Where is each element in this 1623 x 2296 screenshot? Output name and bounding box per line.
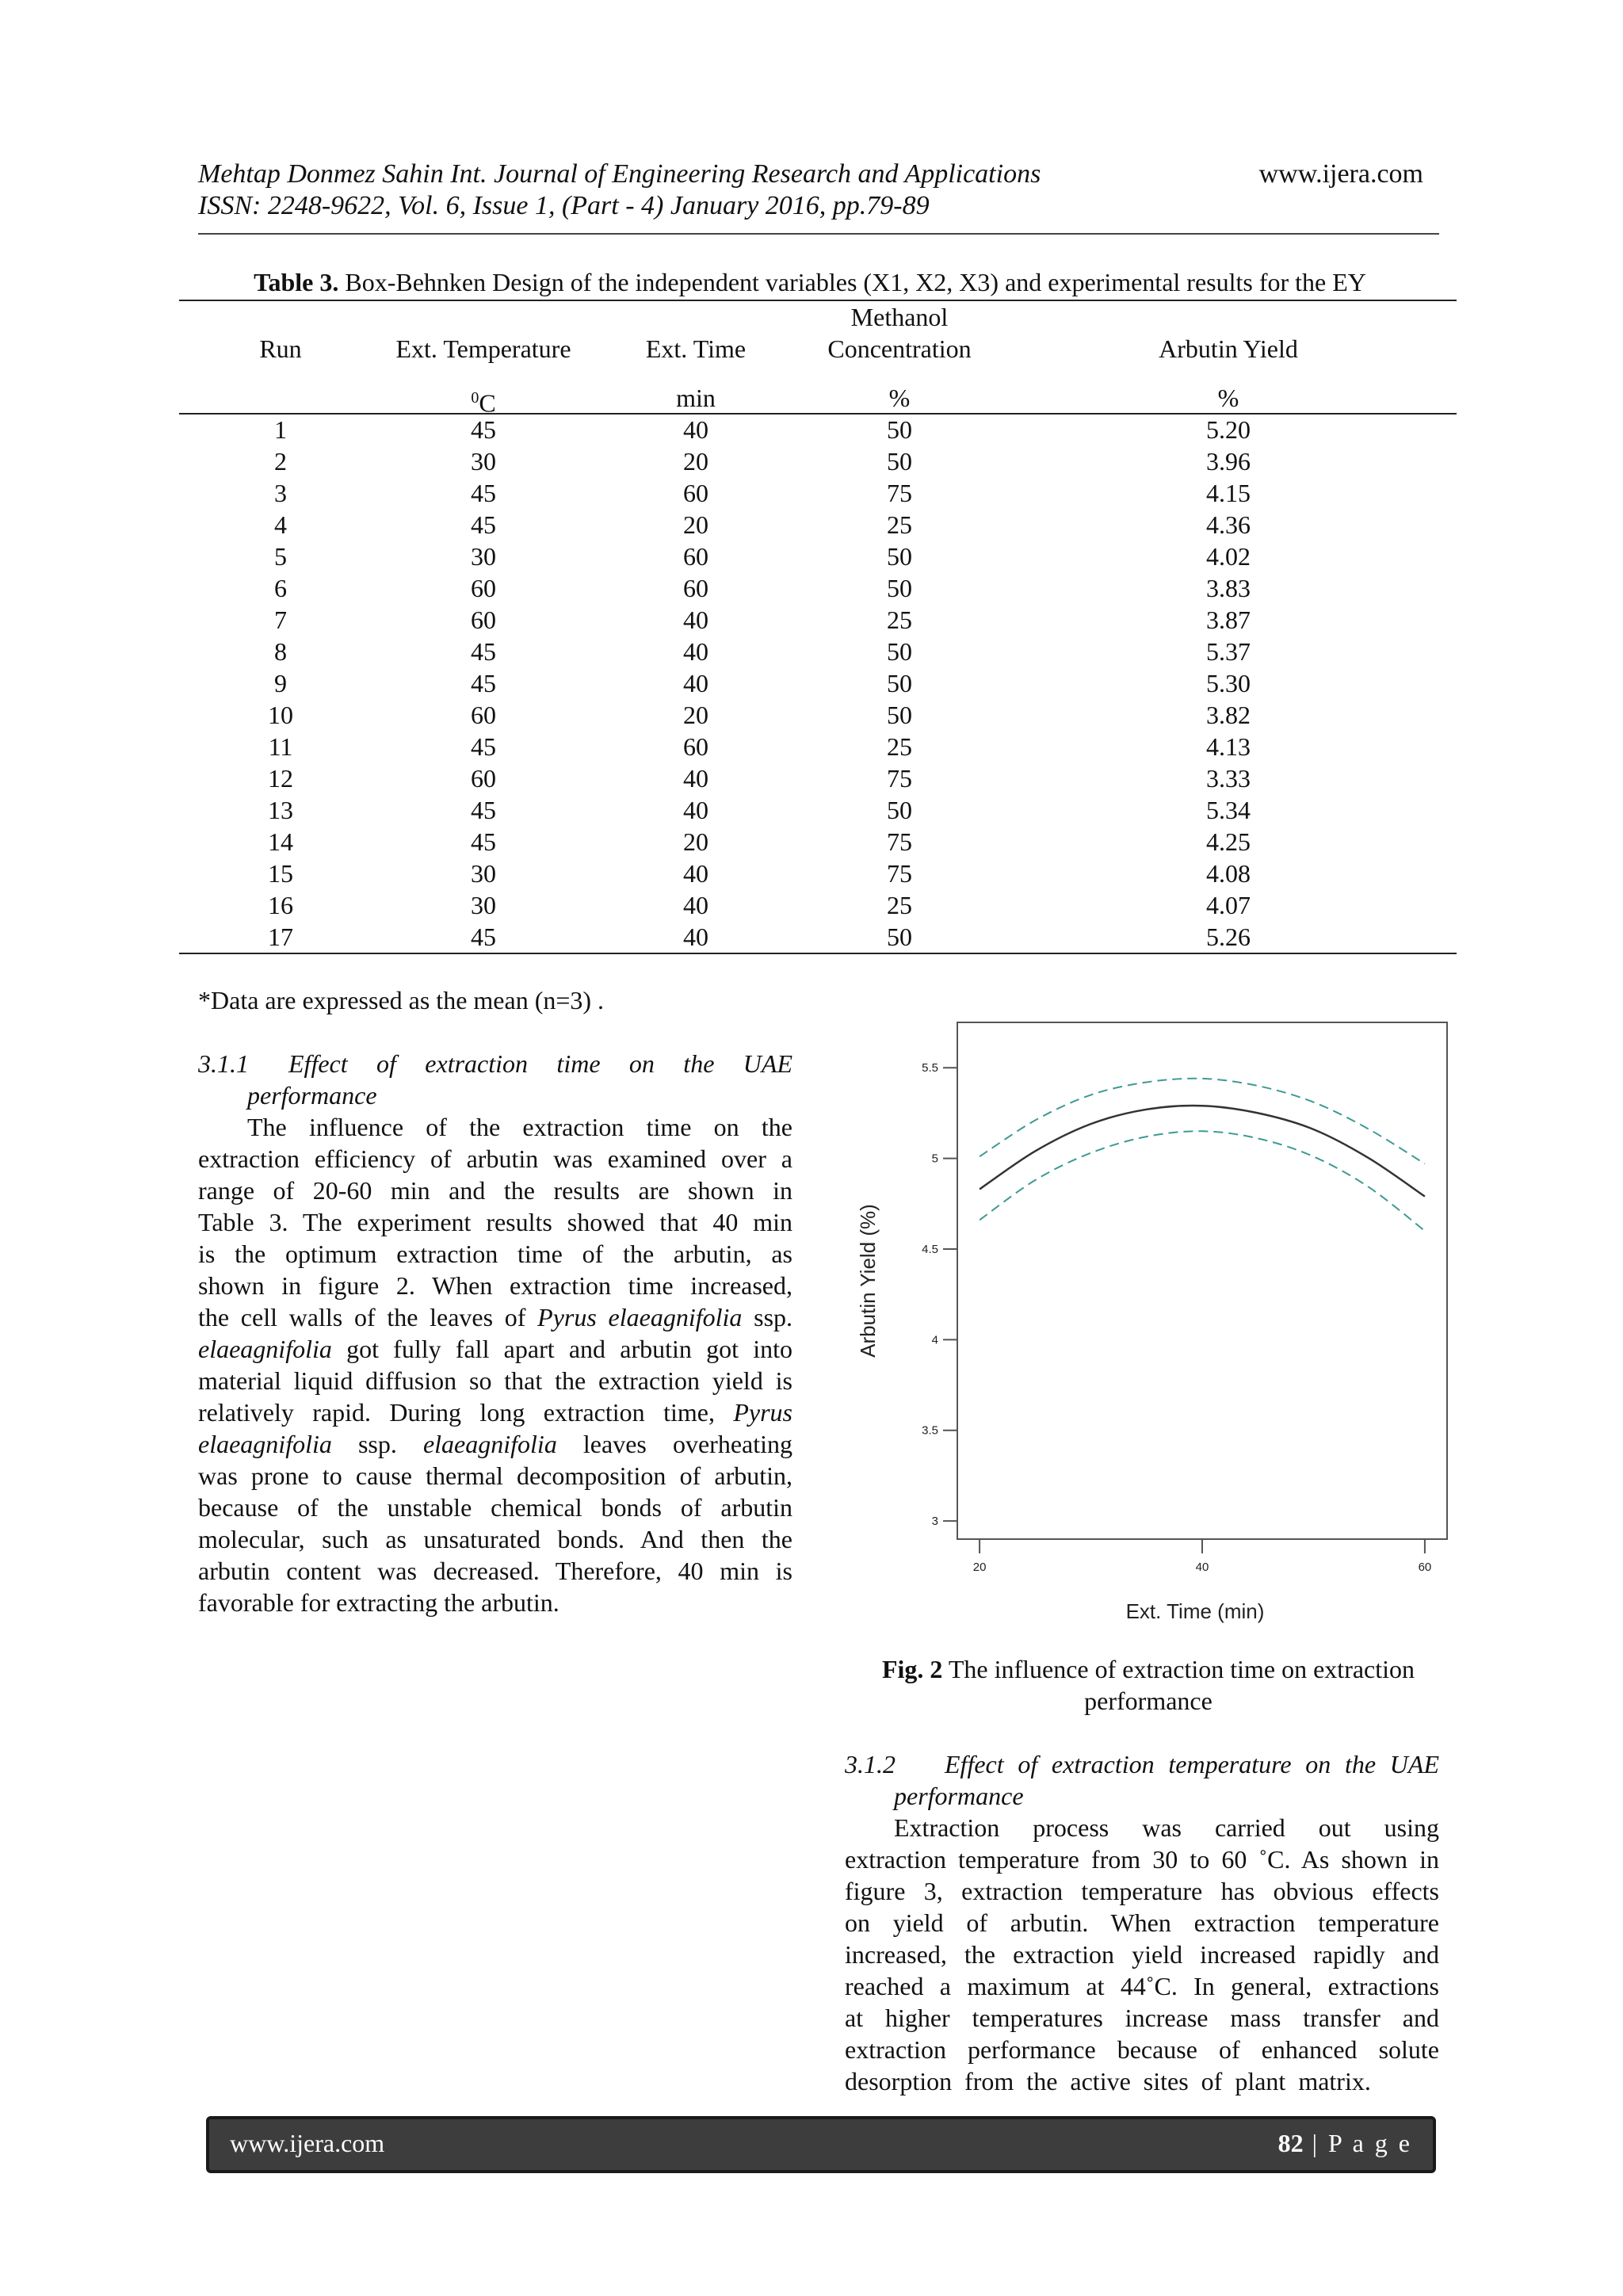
cell-run: 2 bbox=[274, 447, 287, 476]
cell-time: 40 bbox=[683, 923, 708, 951]
cell-run: 6 bbox=[274, 574, 287, 602]
cell-yield: 4.08 bbox=[1206, 859, 1251, 888]
x-tick-label: 60 bbox=[1418, 1561, 1432, 1574]
text-run: was prone to cause thermal decomposition of arbutin, bbox=[198, 1461, 792, 1490]
cell-run: 5 bbox=[274, 542, 287, 571]
unit-yield: % bbox=[1217, 384, 1239, 412]
cell-concentration: 50 bbox=[887, 637, 912, 666]
cell-run: 12 bbox=[268, 764, 293, 793]
page-number: 82 bbox=[1277, 2129, 1304, 2157]
series-line-lower bbox=[980, 1131, 1425, 1231]
species-name: elaeagnifolia bbox=[198, 1430, 332, 1458]
col-header-time: Ext. Time bbox=[645, 334, 747, 363]
text-run: ssp. bbox=[742, 1303, 793, 1331]
paragraph-line bbox=[198, 1587, 792, 1618]
cell-time: 40 bbox=[683, 859, 708, 888]
paragraph-line bbox=[198, 1365, 792, 1396]
paragraph-line bbox=[198, 1333, 792, 1365]
cell-concentration: 75 bbox=[887, 764, 912, 793]
section-311-number: 3.1.1 bbox=[198, 1049, 249, 1078]
cell-run: 10 bbox=[268, 701, 293, 729]
paragraph-line bbox=[198, 1492, 792, 1523]
text-run: relatively rapid. During long extraction time, bbox=[198, 1398, 734, 1427]
text-run: range of 20-60 min and the results are shown in bbox=[198, 1176, 792, 1205]
paragraph-line: on yield of arbutin. When extraction temperature bbox=[845, 1908, 1439, 1937]
series-lines bbox=[980, 1079, 1425, 1231]
cell-concentration: 75 bbox=[887, 827, 912, 856]
cell-yield: 3.83 bbox=[1206, 574, 1251, 602]
cell-yield: 5.30 bbox=[1206, 669, 1251, 697]
paragraph-line bbox=[198, 1460, 792, 1492]
cell-run: 11 bbox=[268, 732, 293, 761]
cell-yield: 4.36 bbox=[1206, 510, 1251, 539]
cell-concentration: 25 bbox=[887, 732, 912, 761]
paragraph-line: desorption from the active sites of plant matrix. bbox=[845, 2067, 1371, 2095]
text-run: favorable for extracting the arbutin. bbox=[198, 1588, 559, 1617]
cell-time: 40 bbox=[683, 637, 708, 666]
section-312-body bbox=[845, 1812, 1439, 2097]
cell-yield: 4.02 bbox=[1206, 542, 1251, 571]
text-run: leaves overheating bbox=[556, 1430, 792, 1458]
text-run: because of the unstable chemical bonds of arbutin bbox=[198, 1493, 792, 1522]
species-name: Pyrus bbox=[733, 1398, 792, 1427]
cell-yield: 4.07 bbox=[1206, 891, 1251, 919]
cell-run: 8 bbox=[274, 637, 287, 666]
figure-caption-label: Fig. 2 bbox=[881, 1655, 943, 1683]
section-311-title-cont: performance bbox=[247, 1081, 377, 1110]
unit-time: min bbox=[676, 384, 716, 412]
footer-page-number bbox=[1278, 2129, 1412, 2158]
journal-issn-line: ISSN: 2248-9622, Vol. 6, Issue 1, (Part - 4) January 2016, pp.79-89 bbox=[198, 191, 930, 220]
text-run: is the optimum extraction time of the arbutin, as bbox=[198, 1240, 792, 1268]
unit-celsius: C bbox=[479, 388, 496, 418]
cell-time: 60 bbox=[683, 574, 708, 602]
section-312-number: 3.1.2 bbox=[845, 1750, 896, 1778]
cell-concentration: 50 bbox=[887, 669, 912, 697]
cell-run: 9 bbox=[274, 669, 287, 697]
col-header-yield: Arbutin Yield bbox=[1159, 334, 1298, 363]
paragraph-line: at higher temperatures increase mass transfer and bbox=[845, 2004, 1439, 2032]
cell-time: 20 bbox=[683, 827, 708, 856]
figure-2-caption bbox=[845, 1653, 1452, 1717]
unit-degree-sup: 0 bbox=[471, 389, 479, 407]
species-name: elaeagnifolia bbox=[422, 1430, 557, 1458]
col-header-methanol: Methanol bbox=[850, 303, 949, 331]
table-caption-label: Table 3. bbox=[254, 268, 339, 296]
cell-run: 4 bbox=[274, 510, 287, 539]
cell-concentration: 50 bbox=[887, 796, 912, 824]
y-axis-label: Arbutin Yield (%) bbox=[856, 1204, 880, 1358]
x-axis bbox=[973, 1539, 1432, 1574]
paragraph-line bbox=[198, 1428, 792, 1460]
cell-time: 40 bbox=[683, 891, 708, 919]
paragraph-line bbox=[198, 1555, 792, 1587]
page-footer bbox=[206, 2116, 1436, 2173]
cell-concentration: 25 bbox=[887, 606, 912, 634]
paragraph-line: figure 3, extraction temperature has obvious effects bbox=[845, 1877, 1439, 1905]
paragraph-line bbox=[198, 1270, 792, 1301]
cell-concentration: 75 bbox=[887, 859, 912, 888]
cell-run: 14 bbox=[268, 827, 293, 856]
figure-caption-text: The influence of extraction time on extraction performance bbox=[942, 1655, 1415, 1715]
cell-concentration: 25 bbox=[887, 891, 912, 919]
cell-yield: 3.82 bbox=[1206, 701, 1251, 729]
cell-yield: 4.13 bbox=[1206, 732, 1251, 761]
cell-temperature: 45 bbox=[471, 827, 496, 856]
cell-time: 40 bbox=[683, 415, 708, 444]
footer-website[interactable]: www.ijera.com bbox=[230, 2129, 385, 2157]
text-run: molecular, such as unsaturated bonds. And then the bbox=[198, 1525, 792, 1553]
cell-run: 16 bbox=[268, 891, 293, 919]
cell-temperature: 60 bbox=[471, 574, 496, 602]
cell-concentration: 50 bbox=[887, 574, 912, 602]
cell-concentration: 50 bbox=[887, 447, 912, 476]
cell-run: 3 bbox=[274, 479, 287, 507]
cell-concentration: 50 bbox=[887, 542, 912, 571]
text-run: shown in figure 2. When extraction time increased, bbox=[198, 1271, 792, 1300]
y-tick-label: 4 bbox=[931, 1333, 938, 1347]
cell-time: 60 bbox=[683, 732, 708, 761]
y-tick-label: 5.5 bbox=[922, 1061, 938, 1075]
table-caption-text: Box-Behnken Design of the independent variables (X1, X2, X3) and experimental results for the EY bbox=[338, 268, 1366, 296]
x-tick-label: 20 bbox=[972, 1561, 987, 1574]
cell-yield: 5.20 bbox=[1206, 415, 1251, 444]
cell-temperature: 60 bbox=[471, 606, 496, 634]
paragraph-line bbox=[198, 1523, 792, 1555]
text-run: arbutin content was decreased. Therefore, 40 min is bbox=[198, 1557, 792, 1585]
cell-temperature: 45 bbox=[471, 479, 496, 507]
paragraph-line: extraction performance because of enhanced solute bbox=[845, 2035, 1439, 2064]
cell-temperature: 45 bbox=[471, 796, 496, 824]
text-run: ssp. bbox=[331, 1430, 423, 1458]
y-tick-label: 5 bbox=[931, 1152, 938, 1166]
cell-time: 20 bbox=[683, 447, 708, 476]
paragraph-line bbox=[198, 1301, 792, 1333]
cell-temperature: 30 bbox=[471, 859, 496, 888]
series-line-fit bbox=[980, 1106, 1425, 1197]
cell-yield: 5.37 bbox=[1206, 637, 1251, 666]
cell-temperature: 45 bbox=[471, 637, 496, 666]
cell-time: 60 bbox=[683, 542, 708, 571]
cell-temperature: 30 bbox=[471, 542, 496, 571]
x-axis-label: Ext. Time (min) bbox=[1125, 1599, 1265, 1623]
paragraph-line bbox=[198, 1143, 792, 1175]
cell-temperature: 45 bbox=[471, 669, 496, 697]
cell-run: 17 bbox=[268, 923, 293, 951]
section-311-body bbox=[198, 1111, 792, 1618]
y-tick-label: 3.5 bbox=[922, 1423, 938, 1438]
cell-yield: 4.15 bbox=[1206, 479, 1251, 507]
cell-concentration: 50 bbox=[887, 923, 912, 951]
y-tick-label: 3 bbox=[931, 1515, 938, 1529]
section-312-title-cont: performance bbox=[894, 1782, 1024, 1810]
cell-temperature: 45 bbox=[471, 923, 496, 951]
paragraph-line bbox=[198, 1238, 792, 1270]
cell-yield: 3.33 bbox=[1206, 764, 1251, 793]
cell-run: 15 bbox=[268, 859, 293, 888]
text-run: extraction efficiency of arbutin was examined over a bbox=[198, 1144, 792, 1173]
cell-run: 7 bbox=[274, 606, 287, 634]
cell-concentration: 50 bbox=[887, 415, 912, 444]
text-run: The influence of the extraction time on the bbox=[247, 1113, 792, 1141]
cell-run: 1 bbox=[274, 415, 287, 444]
x-tick-label: 40 bbox=[1195, 1561, 1209, 1574]
text-run: Table 3. The experiment results showed that 40 min bbox=[198, 1208, 792, 1236]
page-label: | P a g e bbox=[1303, 2129, 1412, 2157]
paragraph-line: increased, the extraction yield increased rapidly and bbox=[845, 1940, 1439, 1969]
cell-time: 40 bbox=[683, 606, 708, 634]
cell-concentration: 75 bbox=[887, 479, 912, 507]
cell-temperature: 30 bbox=[471, 891, 496, 919]
cell-yield: 3.87 bbox=[1206, 606, 1251, 634]
species-name: elaeagnifolia bbox=[198, 1335, 332, 1363]
cell-time: 60 bbox=[683, 479, 708, 507]
cell-run: 13 bbox=[268, 796, 293, 824]
cell-yield: 5.34 bbox=[1206, 796, 1251, 824]
cell-temperature: 60 bbox=[471, 701, 496, 729]
cell-time: 20 bbox=[683, 701, 708, 729]
cell-yield: 5.26 bbox=[1206, 923, 1251, 951]
cell-yield: 3.96 bbox=[1206, 447, 1251, 476]
paragraph-line bbox=[198, 1175, 792, 1206]
cell-time: 40 bbox=[683, 669, 708, 697]
cell-concentration: 25 bbox=[887, 510, 912, 539]
cell-temperature: 45 bbox=[471, 732, 496, 761]
col-header-concentration: Concentration bbox=[827, 334, 972, 363]
cell-concentration: 50 bbox=[887, 701, 912, 729]
col-header-temperature: Ext. Temperature bbox=[395, 334, 571, 363]
section-312-title: Effect of extraction temperature on the UAE bbox=[945, 1750, 1439, 1778]
cell-temperature: 60 bbox=[471, 764, 496, 793]
col-header-run: Run bbox=[259, 334, 302, 363]
paragraph-line: reached a maximum at 44˚C. In general, extractions bbox=[845, 1972, 1439, 2000]
plot-frame bbox=[957, 1022, 1447, 1539]
y-axis bbox=[922, 1061, 957, 1528]
journal-title-line: Mehtap Donmez Sahin Int. Journal of Engineering Research and Applications bbox=[198, 159, 1041, 189]
header-divider bbox=[198, 233, 1439, 235]
paragraph-line bbox=[198, 1206, 792, 1238]
table-bottom-rule bbox=[179, 953, 1457, 954]
section-311-heading bbox=[198, 1048, 792, 1111]
table-footnote: *Data are expressed as the mean (n=3) . bbox=[198, 986, 605, 1014]
journal-website[interactable]: www.ijera.com bbox=[1258, 159, 1423, 189]
text-run: the cell walls of the leaves of bbox=[198, 1303, 538, 1331]
cell-time: 20 bbox=[683, 510, 708, 539]
text-run: material liquid diffusion so that the extraction yield is bbox=[198, 1366, 792, 1395]
cell-time: 40 bbox=[683, 796, 708, 824]
unit-concentration: % bbox=[888, 384, 911, 412]
figure-2-chart bbox=[845, 1007, 1463, 1633]
section-311-title: Effect of extraction time on the UAE bbox=[288, 1049, 792, 1078]
table-caption bbox=[179, 266, 1441, 298]
cell-temperature: 45 bbox=[471, 510, 496, 539]
paragraph-line bbox=[198, 1396, 792, 1428]
paragraph-line: extraction temperature from 30 to 60 ˚C. As shown in bbox=[845, 1845, 1439, 1874]
section-312-heading bbox=[845, 1748, 1439, 1812]
cell-yield: 4.25 bbox=[1206, 827, 1251, 856]
y-tick-label: 4.5 bbox=[922, 1242, 938, 1256]
text-run: got fully fall apart and arbutin got into bbox=[331, 1335, 792, 1363]
cell-temperature: 30 bbox=[471, 447, 496, 476]
paragraph-line: Extraction process was carried out using bbox=[894, 1813, 1439, 1842]
cell-time: 40 bbox=[683, 764, 708, 793]
paragraph-line bbox=[198, 1111, 792, 1143]
cell-temperature: 45 bbox=[471, 415, 496, 444]
species-name: Pyrus elaeagnifolia bbox=[537, 1303, 743, 1331]
